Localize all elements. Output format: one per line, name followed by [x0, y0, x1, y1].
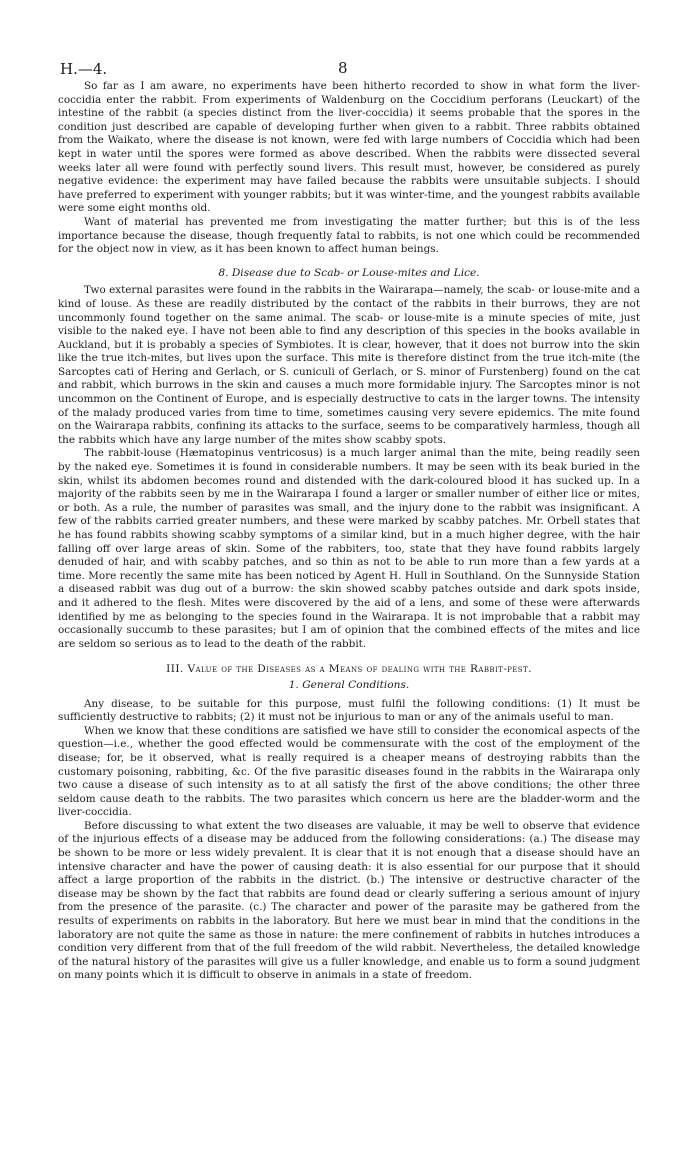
chapter-title: Value of the Diseases as a Means of dealing with the Rabbit-pest.	[187, 663, 532, 676]
paragraph: When we know that these conditions are satisfied we have still to consider the economical aspects of the question—i.e., whether the good effected would be commensurate with the cost of the employment of the disease; for, be it observed, what is really required is a cheaper means of destroying rabbits than the customary poisoning, rabbiting, &c. Of the five parasitic diseases found in the rabbits in the Wairarapa only two cause a disease of such intensity as to at all satisfy the first of the above conditions; the other three seldom cause death to the rabbits. The two parasites which concern us here are the bladder-worm and the liver-coccidia.	[58, 724, 640, 819]
paragraph: Two external parasites were found in the rabbits in the Wairarapa—namely, the scab- or louse-mite and a kind of louse. As these are readily distributed by the contact of the rabbits in their burrows, they are not uncommonly found together on the same animal. The scab- or louse-mite is a minute species of mite, just visible to the naked eye. I have not been able to find any description of this species in the books available in Auckland, but it is probably a species of Symbiotes. It is clear, however, that it does not burrow into the skin like the true itch-mites, but lives upon the surface. This mite is therefore distinct from the true itch-mite (the Sarcoptes cati of Hering and Gerlach, or S. cuniculi of Gerlach, or S. minor of Furstenberg) found on the cat and rabbit, which burrows in the skin and causes a much more formidable injury. The Sarcoptes minor is not uncommon on the Continent of Europe, and is especially destructive to cats in the larger towns. The intensity of the malady produced varies from time to time, sometimes causing very severe epidemics. The mite found on the Wairarapa rabbits, confining its attacks to the surface, seems to be comparatively harmless, though all the rabbits which have any large number of the mites show scabby spots.	[58, 284, 640, 446]
chapter-numeral: III.	[166, 663, 184, 676]
document-body	[58, 80, 640, 983]
subsection-heading: 1. General Conditions.	[288, 678, 410, 691]
paragraph: So far as I am aware, no experiments have been hitherto recorded to show in what form the liver-coccidia enter the rabbit. From experiments of Waldenburg on the Coccidium perforans (Leuckart) of the intestine of the rabbit (a species distinct from the liver-coccidia) it seems probable that the spores in the condition just described are capable of developing further when given to a rabbit. Three rabbits obtained from the Waikato, where the disease is not known, were fed with large numbers of Coccidia which had been kept in water until the spores were formed as above described. When the rabbits were dissected several weeks later all were found with perfectly sound livers. This result must, however, be considered as purely negative evidence: the experiment may have failed because the rabbits were unsuitable subjects. I should have preferred to experiment with younger rabbits; but it was winter-time, and the youngest rabbits available were some eight months old.	[58, 80, 640, 215]
page-number: 8	[338, 59, 348, 77]
paragraph: The rabbit-louse (Hæmatopinus ventricosus) is a much larger animal than the mite, being readily seen by the naked eye. Sometimes it is found in considerable numbers. It may be seen with its beak buried in the skin, whilst its abdomen becomes round and distended with the dark-coloured blood it has sucked up. In a majority of the rabbits seen by me in the Wairarapa I found a larger or smaller number of either lice or mites, or both. As a rule, the number of parasites was small, and the injury done to the rabbit was insignificant. A few of the rabbits carried greater numbers, and these were marked by scabby patches. Mr. Orbell states that he has found rabbits showing scabby symptoms of a similar kind, but in a much higher degree, with the hair falling off over large areas of skin. Some of the rabbiters, too, state that they have found rabbits largely denuded of hair, and with scabby patches, and so thin as not to be able to run more than a few yards at a time. More recently the same mite has been noticed by Agent H. Hull in Southland. On the Sunnyside Station a diseased rabbit was dug out of a burrow: the skin showed scabby patches outside and dark spots inside, and it adhered to the flesh. Mites were discovered by the aid of a lens, and some of these were afterwards identified by me as belonging to the species found in the Wairarapa. It is not improbable that a rabbit may occasionally succumb to these parasites; but I am of opinion that the combined effects of the mites and lice are seldom so serious as to lead to the death of the rabbit.	[58, 447, 640, 650]
paragraph: Any disease, to be suitable for this purpose, must fulfil the following conditions: (1) It must be sufficiently destructive to rabbits; (2) it must not be injurious to man or any of the animals useful to man.	[58, 697, 640, 724]
chapter-heading	[58, 663, 640, 677]
page-header	[58, 50, 640, 80]
paragraph: Before discussing to what extent the two diseases are valuable, it may be well to observe that evidence of the injurious effects of a disease may be adduced from the following considerations: (a.) The disease may be shown to be more or less widely prevalent. It is clear that it is not enough that a disease should have an intensive character and have the power of causing death: it is also essential for our purpose that it should affect a large proportion of the rabbits in the district. (b.) The intensive or destructive character of the disease may be shown by the fact that rabbits are found dead or clearly suffering a serious amount of injury from the presence of the parasite. (c.) The character and power of the parasite may be gathered from the results of experiments on rabbits in the laboratory. But here we must bear in mind that the conditions in the laboratory are not quite the same as those in nature: the mere confinement of rabbits in hutches introduces a condition very different from that of the full freedom of the wild rabbit. Nevertheless, the detailed knowledge of the natural history of the parasites will give us a fuller knowledge, and enable us to form a sound judgment on many points which it is difficult to observe in animals in a state of freedom.	[58, 819, 640, 982]
report-reference: H.—4.	[60, 60, 108, 78]
section-heading: 8. Disease due to Scab- or Louse-mites and Lice.	[218, 266, 480, 279]
paragraph: Want of material has prevented me from investigating the matter further; but this is of the less importance because the disease, though frequently fatal to rabbits, is not one which could be recommended for the object now in view, as it has been known to affect human beings.	[58, 215, 640, 256]
